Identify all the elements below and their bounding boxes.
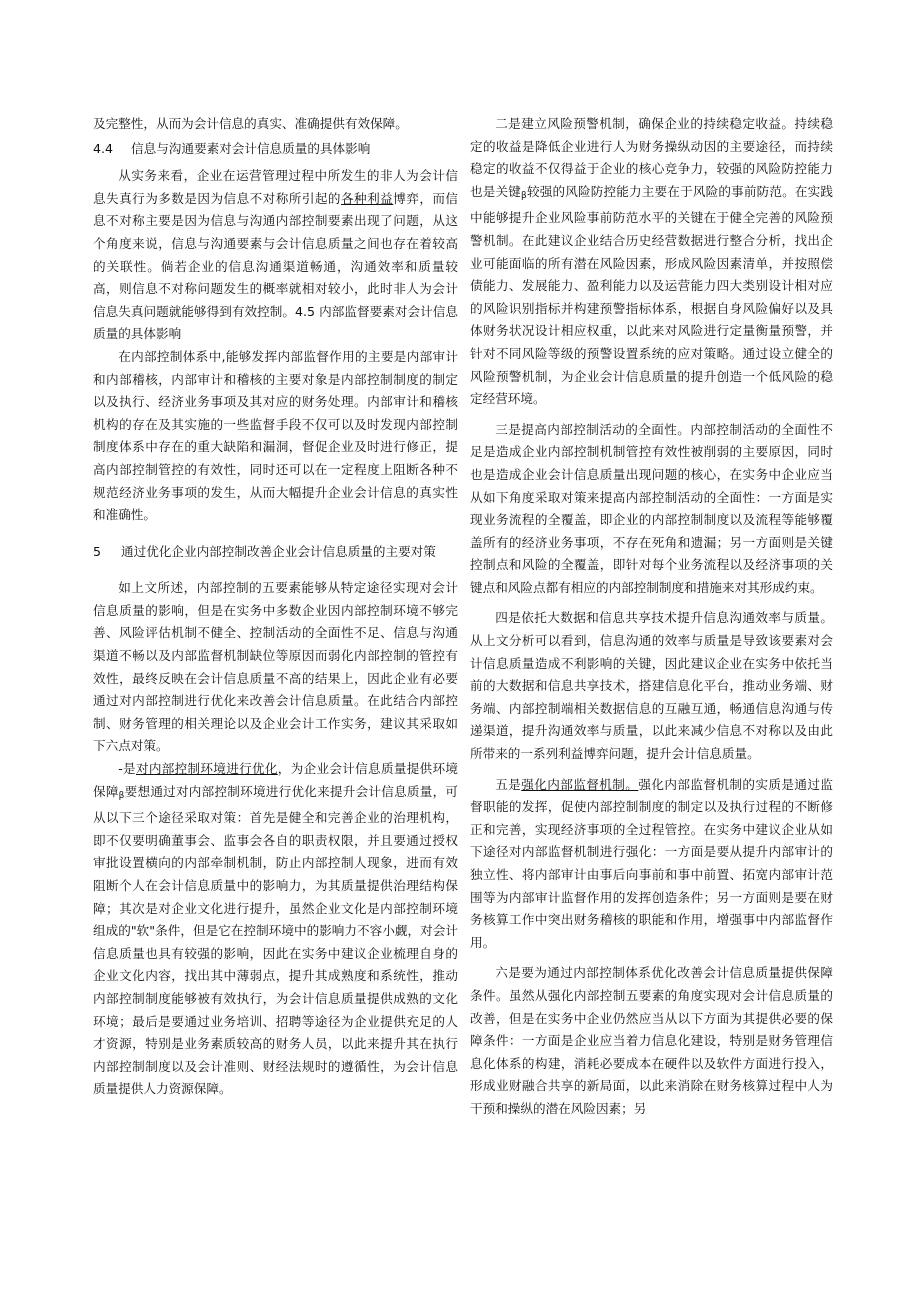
paragraph-risk-warning xyxy=(470,113,833,411)
text-run: 强化内部监督机制的实质是通过监督职能的发挥，促使内部控制制度的制定以及执行过程的不断修正和完善，实现经济事项的全过程管控。在实务中建议企业从如下途径对内部监督机制进行强化：一方面是要从提升内部审计的独立性、将内部审计由事后向事前和事中前置、拓宽内部审计范围等为内部审计监督作用的发挥创造条件；另一方面则是要在财务核算工作中突出财务稽核的职能和作用，增强事中内部监督作用。 xyxy=(470,776,834,950)
text-run: 从实务来看，企业在运营管理过程中所发生的非人为会计信息失真行为多数是因为信息不对称所引起的 xyxy=(93,168,458,206)
paragraph-control-activities: 三是提高内部控制活动的全面性。内部控制活动的全面性不足是造成企业内部控制机制管控有效性被削弱的主要原因，同时也是造成企业会计信息质量出现问题的核心，在实务中企业应当从如下角度采取对策来提高内部控制活动的全面性：一方面是实现业务流程的全覆盖，即企业的内部控制制度以及流程等能够覆盖所有的经济业务事项，不存在死角和遗漏；另一方面则是关键控制点和风险的全覆盖，即针对每个业务流程以及经济事项的关键点和风险点都有相应的内部控制制度和措施来对其形成约束。 xyxy=(470,421,833,595)
paragraph-continuation: 及完整性，从而为会计信息的真实、准确提供有效保障。 xyxy=(93,116,408,131)
section-heading-4-4 xyxy=(93,138,458,161)
section-number: 4.4 xyxy=(93,140,114,156)
underlined-text: 各种利益 xyxy=(341,190,394,206)
text-run: 要想通过对内部控制环境进行优化来提升会计信息质量，可从以下三个途径采取对策：首先是健全和完善企业的治理机构，即不仅要明确董事会、监事会各自的职责权限，并且要通过授权审批设置横向的内部牵制机制，防止内部控制人现象，进而有效阻断个人在会计信息质量中的影响力，为其质量提供治理结构保障；其次是对企业文化进行提升，虽然企业文化是内部控制环境组成的"软"条件，但是它在控制环境中的影响力不容小觑，对会计信息质量也具有较强的影响，因此在实务中建议企业梳理自身的企业文化内容，找出其中薄弱点，提升其成熟度和系统性，推动内部控制制度能够被有效执行，为会计信息质量提供成熟的文化环境；最后是要通过业务培训、招聘等途径为企业提供充足的人才资源，特别是业务素质较高的财务人员，以此来提升其在执行内部控制制度以及会计准则、财经法规时的遵循性，为会计信息质量提供人力资源保障。 xyxy=(93,783,459,1097)
paragraph-countermeasures-intro: 如上文所述，内部控制的五要素能够从特定途径实现对会计信息质量的影响，但是在实务中多数企业因内部控制环境不够完善、风险评估机制不健全、控制活动的全面性不足、信息与沟通渠道不畅以及内部监督机制缺位等原因而弱化内部控制的管控有效性，最终反映在会计信息质量不高的结果上，因此企业有必要通过对内部控制进行优化来改善会计信息质量。在此结合内部控制、财务管理的相关理论以及企业会计工作实务，建议其采取如下六点对策。 xyxy=(93,580,458,754)
paragraph-control-environment xyxy=(93,758,458,1101)
right-column xyxy=(470,113,833,1121)
underlined-text: 对内部控制环境进行优化 xyxy=(135,761,278,777)
subscript-mark: β xyxy=(521,190,527,201)
section-heading-5 xyxy=(93,541,458,564)
text-run: 五是 xyxy=(495,776,522,792)
subscript-mark: β xyxy=(118,790,125,801)
text-run: 较强的风险防控能力主要在于风险的事前防范。在实践中能够提升企业风险事前防范水平的关键在于健全完善的风险预警机制。在此建议企业结合历史经营数据进行整合分析，找出企业可能面临的所有潜在风险因素，形成风险因素清单，并按照偿债能力、发展能力、盈利能力以及运营能力四大类别设计相对应的风险识别指标并构建预警指标体系，根据自身风险偏好以及具体财务状况设计相应权重，以此来对风险进行定量衡量预警，并针对不同风险等级的预警设置系统的应对策略。通过设立健全的风险预警机制，为企业会计信息质量的提升创造一个低风险的稳定经营环境。 xyxy=(470,183,834,407)
section-title: 通过优化企业内部控制改善企业会计信息质量的主要对策 xyxy=(121,543,436,559)
underlined-text: 强化内部监督机制。 xyxy=(521,776,639,792)
text-run: -是 xyxy=(118,761,136,777)
section-number: 5 xyxy=(93,543,102,559)
text-run: 二是建立风险预警机制，确保企业的持续稳定收益。持续稳定的收益是降低企业进行人为财务操纵动因的主要途径，而持续稳定的收益不仅得益于企业的核心竞争力，较强的风险防控能力也是关键 xyxy=(470,116,833,199)
paragraph-guarantee-conditions: 六是要为通过内部控制体系优化改善会计信息质量提供保障条件。虽然从强化内部控制五要素的角度实现对会计信息质量的改善，但是在实务中企业仍然应当从以下方面为其提供必要的保障条件：一方面是企业应当着力信息化建设，特别是财务管理信息化体系的构建，消耗必要成本在硬件以及软件方面进行投入，形成业财融合共享的新局面，以此来消除在财务核算过程中人为干预和操纵的潜在风险因素；另 xyxy=(470,965,833,1116)
left-column xyxy=(93,113,458,1101)
paragraph-information-communication xyxy=(93,165,458,346)
paragraph-internal-supervision-mechanism xyxy=(470,774,833,955)
section-title: 信息与沟通要素对会计信息质量的具体影响 xyxy=(131,140,371,156)
text-run: ，为企业会计信息质量提供环境保障 xyxy=(93,761,459,799)
paragraph-internal-supervision: 在内部控制体系中,能够发挥内部监督作用的主要是内部审计和内部稽核，内部审计和稽核的主要对象是内部控制制度的制定以及执行、经济业务事项及其对应的财务处理。内部审计和稽核机构的存在及其实施的一些监督手段不仅可以及时发现内部控制制度体系中存在的重大缺陷和漏洞，督促企业及时进行修正，提高内部控制管控的有效性，同时还可以在一定程度上阻断各种不规范经济业务事项的发生，从而大幅提升企业会计信息的真实性和准确性。 xyxy=(93,348,458,523)
text-run: 博弈，而信息不对称主要是因为信息与沟通内部控制要素出现了问题，从这个角度来说，信息与沟通要素与会计信息质量之间也存在着较高的关联性。倘若企业的信息沟通渠道畅通，沟通效率和质量较高，则信息不对称问题发生的概率就相对较小，此时非人为会计信息失真问题就能够得到有效控制。4.5 内部监督要素对会计信息质量的具体影响 xyxy=(93,190,459,342)
paragraph-big-data: 四是依托大数据和信息共享技术提升信息沟通效率与质量。从上文分析可以看到，信息沟通的效率与质量是导致该要素对会计信息质量造成不利影响的关键，因此建议企业在实务中依托当前的大数据和信息共享技术，搭建信息化平台，推动业务端、财务端、内部控制端相关数据信息的互融互通，畅通信息沟通与传递渠道，提升沟通效率与质量，以此来减少信息不对称以及由此所带来的一系列利益博弈问题，提升会计信息质量。 xyxy=(470,610,833,762)
